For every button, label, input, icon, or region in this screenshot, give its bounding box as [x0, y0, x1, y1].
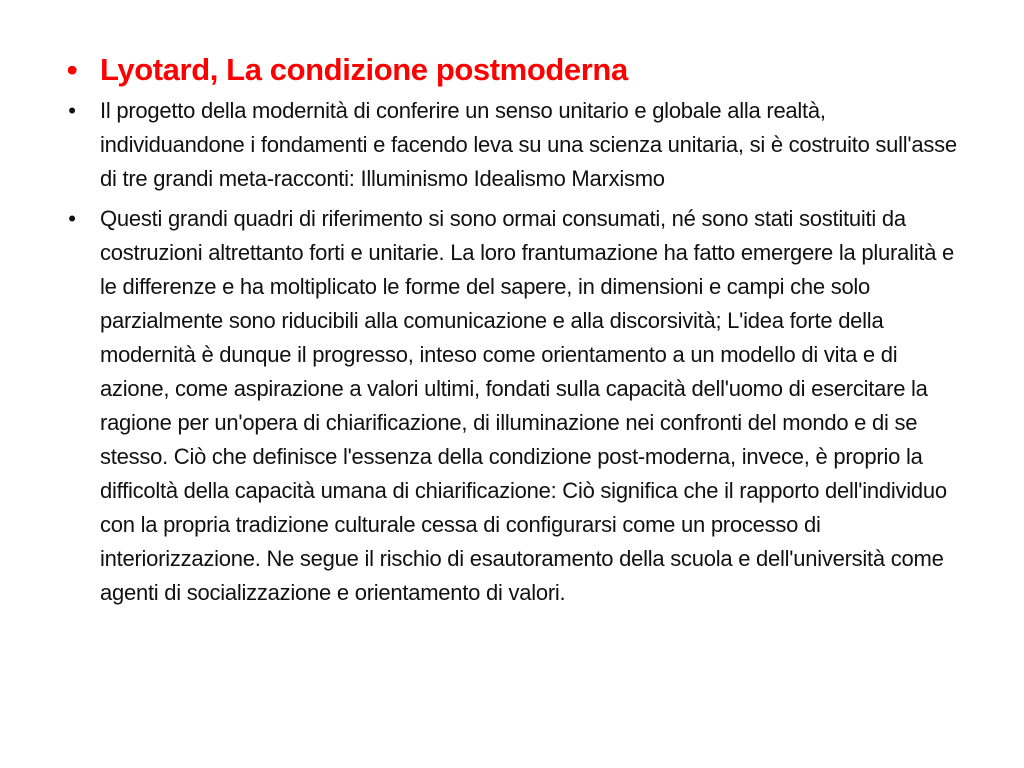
- paragraph-text: Il progetto della modernità di conferire un senso unitario e globale alla realtà, individuandone i fondamenti e facendo leva su una scienza unitaria, si è costruito sull'asse di tre grandi meta-racconti: Illuminismo Idealismo Marxismo: [100, 98, 957, 191]
- title-bullet: [62, 50, 964, 90]
- paragraph-text: Questi grandi quadri di riferimento si sono ormai consumati, né sono stati sostituiti da costruzioni altrettanto forti e unitarie. La loro frantumazione ha fatto emergere la pluralità e le differenze e ha moltiplicato le forme del sapere, in dimensioni e campi che solo parzialmente sono riducibili alla comunicazione e alla discorsività; L'idea forte della modernità è dunque il progresso, inteso come orientamento a un modello di vita e di azione, come aspirazione a valori ultimi, fondati sulla capacità dell'uomo di esercitare la ragione per un'opera di chiarificazione, di illuminazione nei confronti del mondo e di se stesso. Ciò che definisce l'essenza della condizione post-moderna, invece, è proprio la difficoltà della capacità umana di chiarificazione: Ciò significa che il rapporto dell'individuo con la propria tradizione culturale cessa di configurarsi come un processo di interiorizzazione. Ne segue il rischio di esautoramento della scuola e dell'università come agenti di socializzazione e orientamento di valori.: [100, 206, 955, 605]
- bullet-icon: •: [66, 52, 78, 87]
- bullet-icon: •: [68, 98, 76, 123]
- slide-title: Lyotard, La condizione postmoderna: [100, 52, 628, 87]
- paragraph-bullet-2: [62, 202, 964, 610]
- paragraph-bullet-1: [62, 94, 964, 196]
- bullet-icon: •: [68, 206, 76, 231]
- bullet-list: [62, 50, 964, 610]
